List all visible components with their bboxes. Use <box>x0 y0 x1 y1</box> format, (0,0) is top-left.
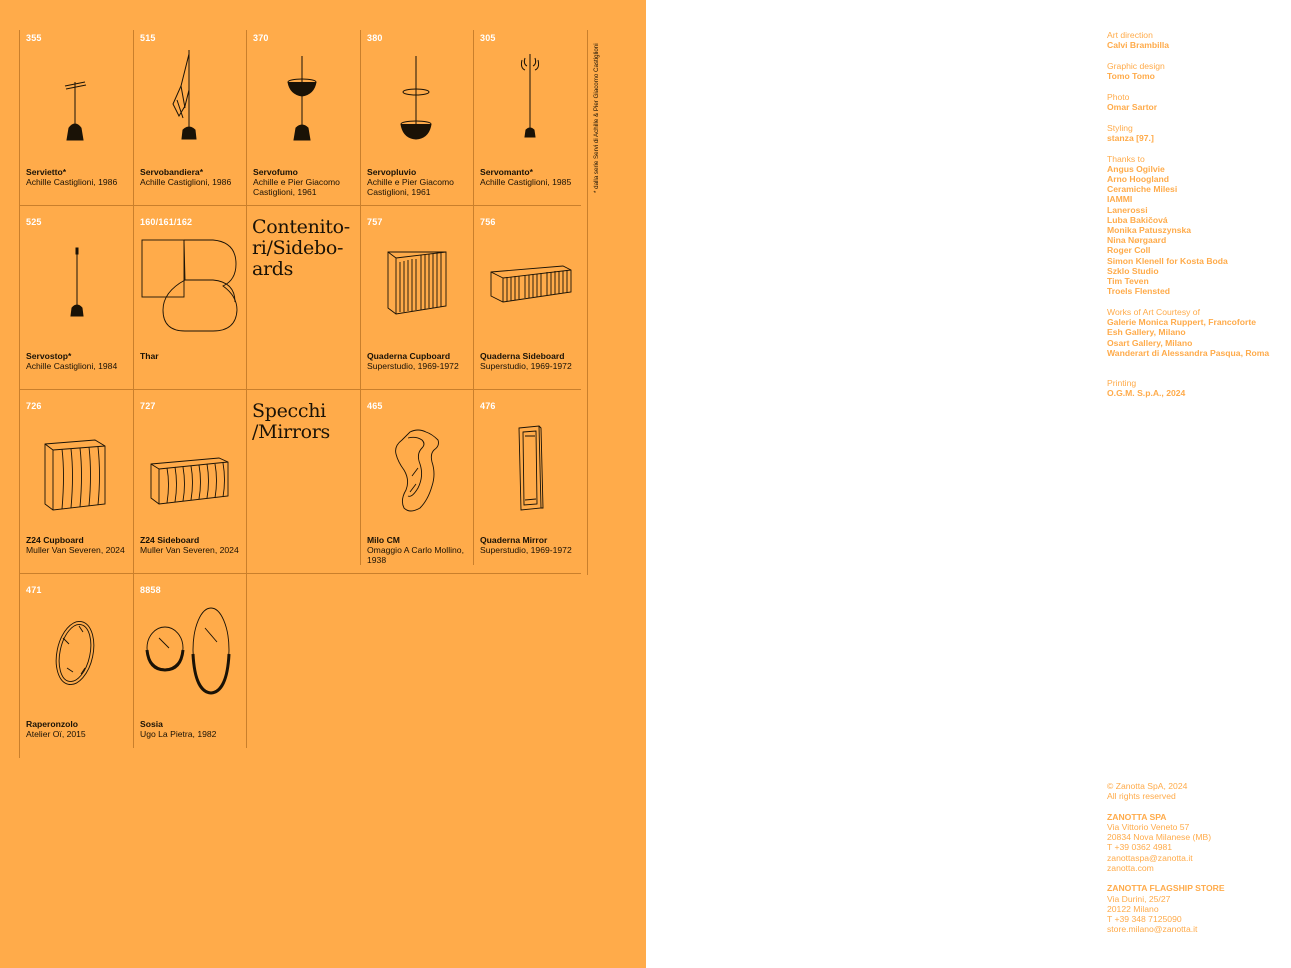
product-name: Servostop* <box>26 351 72 361</box>
credit-value: Monika Patuszynska <box>1107 225 1192 236</box>
product-designer: Superstudio, 1969-1972 <box>367 361 459 371</box>
product-card[interactable] <box>473 30 586 214</box>
product-code: 305 <box>480 33 496 43</box>
product-name: Z24 Sideboard <box>140 535 200 545</box>
credit-label: Photo <box>1107 91 1130 102</box>
milo-mirror-icon <box>360 414 473 540</box>
credit-value: Ceramiche Milesi <box>1107 184 1178 195</box>
product-name: Servietto* <box>26 167 67 177</box>
credit-styling <box>1107 123 1287 143</box>
product-designer: Achille Castiglioni, 1985 <box>480 177 572 187</box>
product-code: 160/161/162 <box>140 217 193 227</box>
product-code: 380 <box>367 33 383 43</box>
product-code: 355 <box>26 33 42 43</box>
product-card[interactable] <box>19 582 132 766</box>
credit-value: Roger Coll <box>1107 245 1151 256</box>
product-name: Quaderna Sideboard <box>480 351 565 361</box>
credit-value: Calvi Brambilla <box>1107 40 1170 51</box>
product-code: 476 <box>480 401 496 411</box>
grid-rule <box>587 30 588 575</box>
product-designer: Superstudio, 1969-1972 <box>480 545 572 555</box>
credit-label: Art direction <box>1107 30 1153 40</box>
product-card[interactable] <box>19 398 132 582</box>
sosia-mirrors-icon <box>133 598 246 724</box>
credit-value: Troels Flensted <box>1107 286 1171 297</box>
product-name: Quaderna Cupboard <box>367 351 451 361</box>
product-card[interactable] <box>133 30 246 214</box>
product-name: Servomanto* <box>480 167 534 177</box>
email-link[interactable]: store.milano@zanotta.it <box>1107 924 1198 935</box>
sideboard-icon <box>473 230 586 356</box>
umbrella-stand-icon <box>360 46 473 172</box>
product-card[interactable] <box>360 30 473 214</box>
store-name: ZANOTTA FLAGSHIP STORE <box>1107 883 1225 894</box>
product-designer: Atelier Oï, 2015 <box>26 729 86 739</box>
product-name: Sosia <box>140 719 163 729</box>
coat-stand-icon <box>473 46 586 172</box>
product-card[interactable] <box>19 30 132 214</box>
store-address <box>1107 883 1287 934</box>
credit-value: Simon Klenell for Kosta Boda <box>1107 255 1228 266</box>
product-name: Milo CM <box>367 535 400 545</box>
product-name: Raperonzolo <box>26 719 79 729</box>
phone-line: T +39 0362 4981 <box>1107 842 1173 853</box>
company-address <box>1107 812 1287 873</box>
credit-value: Tomo Tomo <box>1107 71 1155 82</box>
z24-cupboard-icon <box>19 414 132 540</box>
credit-value: Nina Nørgaard <box>1107 235 1167 246</box>
z24-sideboard-icon <box>133 414 246 540</box>
address-line: 20122 Milano <box>1107 903 1159 914</box>
product-designer: Muller Van Severen, 2024 <box>26 545 125 555</box>
credit-value: Osart Gallery, Milano <box>1107 337 1193 348</box>
product-designer: Achille Castiglioni, 1986 <box>26 177 118 187</box>
product-card[interactable] <box>133 398 246 582</box>
product-designer: Superstudio, 1969-1972 <box>480 361 572 371</box>
credit-value: Wanderart di Alessandra Pasqua, Roma <box>1107 347 1270 358</box>
credit-photo <box>1107 92 1287 112</box>
section-heading-cell <box>246 398 359 582</box>
company-name: ZANOTTA SPA <box>1107 811 1167 822</box>
product-code: 757 <box>367 217 383 227</box>
website-link[interactable]: zanotta.com <box>1107 862 1154 873</box>
product-designer: Achille Castiglioni, 1984 <box>26 361 118 371</box>
product-name: Servopluvio <box>367 167 417 177</box>
product-designer: Muller Van Severen, 2024 <box>140 545 239 555</box>
product-card[interactable] <box>133 214 246 398</box>
stop-stand-icon <box>19 230 132 356</box>
address-line: 20834 Nova Milanese (MB) <box>1107 832 1212 843</box>
credit-value: Luba Bakičová <box>1107 214 1168 225</box>
product-card[interactable] <box>473 398 586 582</box>
product-code: 471 <box>26 585 42 595</box>
credit-value: Galerie Monica Ruppert, Francoforte <box>1107 317 1256 328</box>
credit-value: Szklo Studio <box>1107 265 1159 276</box>
credit-art-direction <box>1107 30 1287 50</box>
contact-block <box>1107 781 1287 945</box>
credit-label: Thanks to <box>1107 153 1145 164</box>
product-card[interactable] <box>473 214 586 398</box>
product-name: Thar <box>140 351 159 361</box>
product-designer: Achille e Pier Giacomo Castiglioni, 1961 <box>253 177 340 198</box>
copyright-line: © Zanotta SpA, 2024 <box>1107 781 1188 791</box>
quaderna-mirror-icon <box>473 414 586 540</box>
product-code: 525 <box>26 217 42 227</box>
credit-thanks <box>1107 154 1287 297</box>
address-line: Via Durini, 25/27 <box>1107 893 1171 904</box>
email-link[interactable]: zanottaspa@zanotta.it <box>1107 852 1193 863</box>
product-code: 370 <box>253 33 269 43</box>
address-line: Via Vittorio Veneto 57 <box>1107 822 1190 832</box>
product-code: 726 <box>26 401 42 411</box>
product-code: 756 <box>480 217 496 227</box>
credit-value: O.G.M. S.p.A., 2024 <box>1107 388 1186 399</box>
product-card[interactable] <box>19 214 132 398</box>
product-name: Servobandiera* <box>140 167 204 177</box>
credit-value: Arno Hoogland <box>1107 174 1170 185</box>
section-title-mirrors: Specchi /Mirrors <box>252 400 330 443</box>
credit-value: Tim Teven <box>1107 276 1149 287</box>
thar-mirrors-icon <box>133 230 246 356</box>
product-designer: Achille Castiglioni, 1986 <box>140 177 232 187</box>
cupboard-icon <box>360 230 473 356</box>
oval-mirror-icon <box>19 598 132 724</box>
credit-label: Printing <box>1107 377 1137 388</box>
credit-graphic-design <box>1107 61 1287 81</box>
credit-value: Lanerossi <box>1107 204 1148 215</box>
credit-printing <box>1107 378 1287 398</box>
product-designer: Ugo La Pietra, 1982 <box>140 729 217 739</box>
product-card[interactable] <box>360 214 473 398</box>
series-footnote: * dalla serie Servi di Achille & Pier Giacomo Castiglioni <box>593 43 600 193</box>
section-title-sideboards: Contenito-ri/Sidebo-ards <box>252 216 350 280</box>
credit-works-of-art <box>1107 307 1287 358</box>
credit-label: Works of Art Courtesy of <box>1107 306 1200 317</box>
product-name: Quaderna Mirror <box>480 535 548 545</box>
credit-value: stanza [97.] <box>1107 132 1154 143</box>
credits-block <box>1107 30 1287 409</box>
flag-stand-icon <box>133 46 246 172</box>
product-card[interactable] <box>360 398 473 582</box>
credit-value: Omar Sartor <box>1107 102 1158 113</box>
product-name: Z24 Cupboard <box>26 535 84 545</box>
product-code: 8858 <box>140 585 161 595</box>
valet-stand-icon <box>19 46 132 172</box>
product-code: 465 <box>367 401 383 411</box>
copyright-line: All rights reserved <box>1107 791 1176 802</box>
section-heading-cell <box>246 214 359 398</box>
product-designer: Omaggio A Carlo Mollino, 1938 <box>367 545 464 566</box>
ashtray-stand-icon <box>246 46 359 172</box>
credit-label: Graphic design <box>1107 60 1165 71</box>
phone-line: T +39 348 7125090 <box>1107 914 1182 925</box>
product-card[interactable] <box>133 582 246 766</box>
credit-label: Styling <box>1107 122 1133 133</box>
credit-value: IAMMI <box>1107 194 1133 205</box>
product-code: 727 <box>140 401 156 411</box>
product-name: Servofumo <box>253 167 298 177</box>
copyright <box>1107 781 1287 801</box>
product-designer: Achille e Pier Giacomo Castiglioni, 1961 <box>367 177 454 198</box>
product-card[interactable] <box>246 30 359 214</box>
credit-value: Esh Gallery, Milano <box>1107 327 1186 338</box>
credit-value: Angus Ogilvie <box>1107 163 1165 174</box>
product-code: 515 <box>140 33 156 43</box>
